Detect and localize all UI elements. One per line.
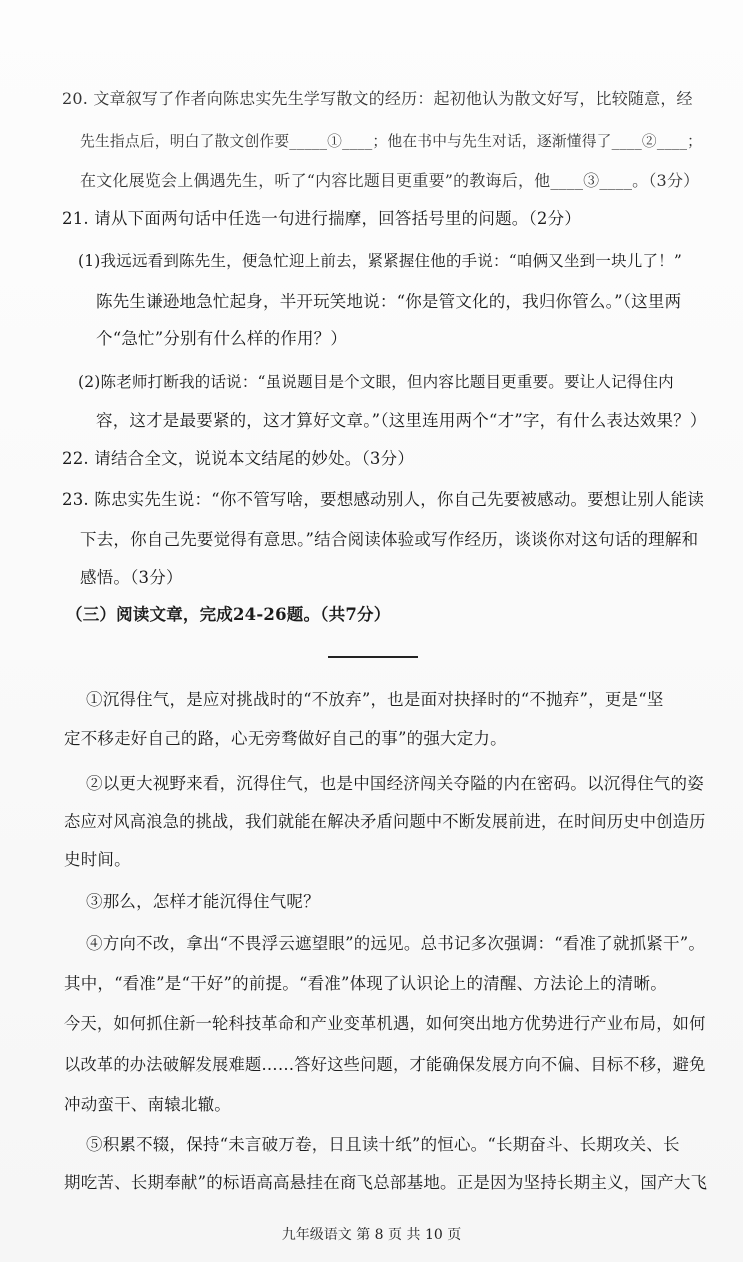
article-p4-line-1: ④方向不改，拿出“不畏浮云遮望眼”的远见。总书记多次强调：“看准了就抓紧干”。 [86,934,706,953]
article-p4-line-2: 其中，“看准”是“干好”的前提。“看准”体现了认识论上的清醒、方法论上的清晰。 [64,974,667,993]
title-separator [328,656,418,658]
q23-line-2: 下去，你自己先要觉得有意思。”结合阅读体验或写作经历，谈谈你对这句话的理解和 [80,530,699,549]
q21-prompt: 21. 请从下面两句话中任选一句进行揣摩，回答括号里的问题。（2分） [62,209,582,228]
article-p3-line-1: ③那么，怎样才能沉得住气呢？ [86,892,320,911]
section-3-heading: （三）阅读文章，完成24-26题。（共7分） [66,605,391,624]
q22-prompt: 22. 请结合全文，说说本文结尾的妙处。（3分） [62,449,415,468]
q21-sentence2-line-1: (2)陈老师打断我的话说：“虽说题目是个文眼，但内容比题目更重要。要让人记得住内 [78,373,674,391]
q20-line-3: 在文化展览会上偶遇先生，听了“内容比题目更重要”的教诲后，他____③____。（3分） [80,171,700,190]
q21-sentence1-line-1: (1)我远远看到陈先生，便急忙迎上前去，紧紧握住他的手说：“咱俩又坐到一块儿了！” [78,252,683,270]
q23-line-3: 感悟。（3分） [80,568,183,587]
article-p4-line-3: 今天，如何抓住新一轮科技革命和产业变革机遇，如何突出地方优势进行产业布局，如何 [64,1014,706,1033]
q20-line-1: 20. 文章叙写了作者向陈忠实先生学写散文的经历：起初他认为散文好写，比较随意，经 [62,89,693,108]
article-p5-line-1: ⑤积累不辍，保持“未言破万卷，日且读十纸”的恒心。“长期奋斗、长期攻关、长 [86,1135,680,1154]
article-p5-line-2: 期吃苦、长期奉献”的标语高高悬挂在商飞总部基地。正是因为坚持长期主义，国产大飞 [64,1173,708,1192]
page-footer: 九年级语文 第 8 页 共 10 页 [281,1227,462,1243]
article-p2-line-3: 史时间。 [64,850,131,869]
article-p2-line-2: 态应对风高浪急的挑战，我们就能在解决矛盾问题中不断发展前进，在时间历史中创造历 [64,812,706,831]
article-p4-line-5: 冲动蛮干、南辕北辙。 [64,1095,231,1114]
article-p2-line-1: ②以更大视野来看，沉得住气，也是中国经济闯关夺隘的内在密码。以沉得住气的姿 [86,774,704,793]
q20-line-2: 先生指点后，明白了散文创作要_____①____；他在书中与先生对话，逐渐懂得了____②____； [80,133,703,150]
q21-sentence1-line-2: 陈先生谦逊地急忙起身，半开玩笑地说：“你是管文化的，我归你管么。”（这里两 [96,292,682,311]
article-p1-line-2: 定不移走好自己的路，心无旁骛做好自己的事”的强大定力。 [64,729,507,748]
q21-sentence1-line-3: 个“急忙”分别有什么样的作用？） [96,329,348,348]
article-p1-line-1: ①沉得住气，是应对挑战时的“不放弃”，也是面对抉择时的“不抛弃”，更是“坚 [86,690,664,709]
article-p4-line-4: 以改革的办法破解发展难题……答好这些问题，才能确保发展方向不偏、目标不移，避免 [64,1055,706,1074]
q23-line-1: 23. 陈忠实先生说：“你不管写啥，要想感动别人，你自己先要被感动。要想让别人能读 [62,490,705,509]
q21-sentence2-line-2: 容，这才是最要紧的，这才算好文章。”（这里连用两个“才”字，有什么表达效果？） [96,411,707,430]
